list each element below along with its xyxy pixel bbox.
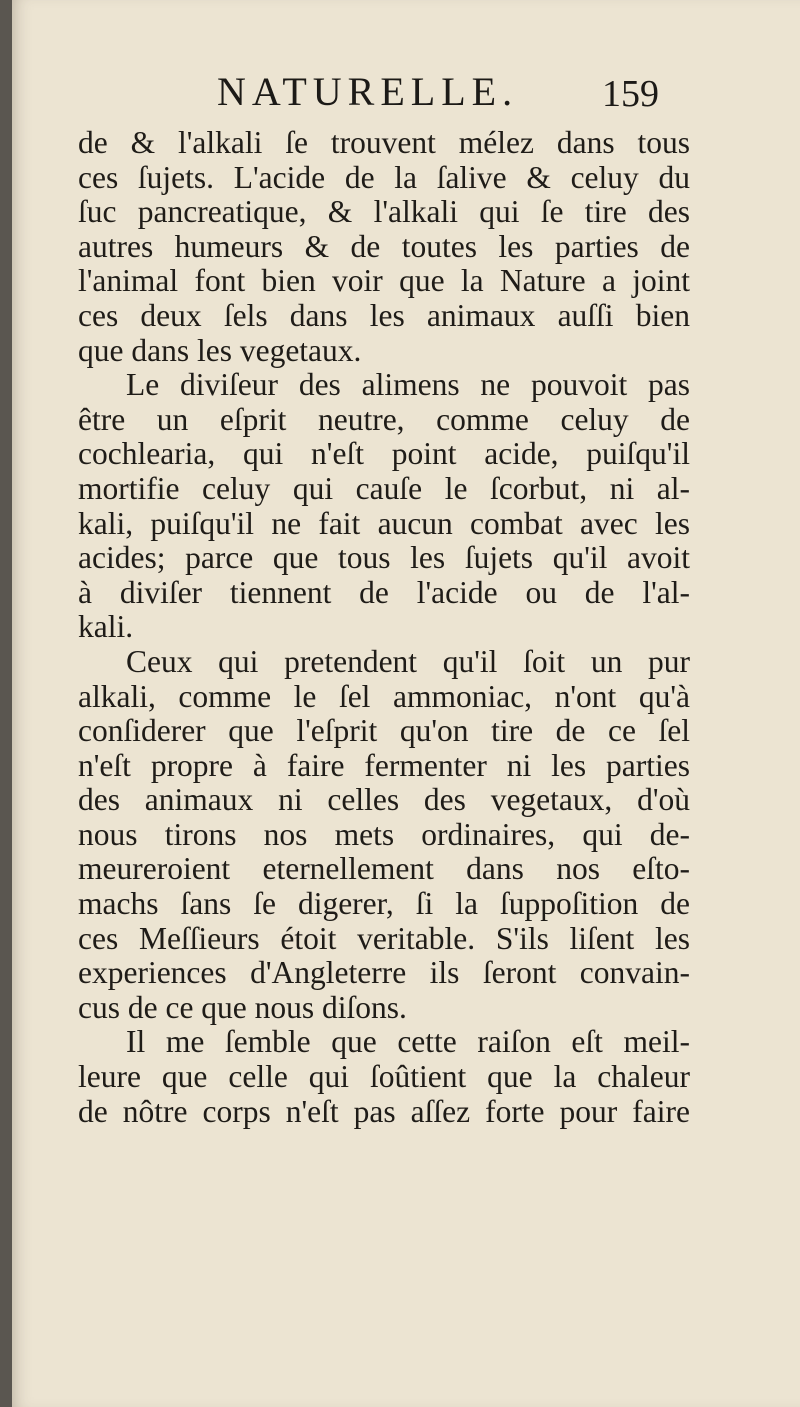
text-line: acides; parce que tous les ſujets qu'il avoit — [78, 540, 690, 576]
text-line: ces ſujets. L'acide de la ſalive & celuy du — [78, 159, 690, 195]
paragraph-4 — [78, 1025, 690, 1129]
text-line: que dans les vegetaux. — [78, 332, 362, 368]
text-line: meureroient eternellement dans nos eſto- — [78, 851, 690, 887]
page-header — [12, 68, 800, 128]
text-line: kali. — [78, 609, 134, 645]
text-line: à diviſer tiennent de l'acide ou de l'al- — [78, 574, 690, 610]
text-line: leure que celle qui ſoûtient que la chaleur — [78, 1059, 690, 1095]
text-line: être un eſprit neutre, comme celuy de — [78, 401, 690, 437]
page-edge-shadow — [0, 0, 12, 1407]
text-line: n'eſt propre à faire fermenter ni les parties — [78, 747, 690, 783]
body-text — [78, 126, 690, 1129]
text-line: autres humeurs & de toutes les parties de — [78, 228, 690, 264]
book-page — [12, 0, 800, 1407]
text-line: machs ſans ſe digerer, ſi la ſuppoſition de — [78, 886, 690, 922]
text-line: cus de ce que nous diſons. — [78, 989, 407, 1025]
text-line: ces deux ſels dans les animaux auſſi bien — [78, 297, 690, 333]
text-line: cochlearia, qui n'eſt point acide, puiſqu'il — [78, 436, 690, 472]
text-line: alkali, comme le ſel ammoniac, n'ont qu'à — [78, 678, 690, 714]
text-line: Le diviſeur des alimens ne pouvoit pas — [126, 367, 690, 403]
text-line: de & l'alkali ſe trouvent mélez dans tous — [78, 125, 690, 160]
text-line: mortifie celuy qui cauſe le ſcorbut, ni al- — [78, 470, 690, 506]
text-line: Ceux qui pretendent qu'il ſoit un pur — [126, 643, 690, 679]
text-line: kali, puiſqu'il ne fait aucun combat avec les — [78, 505, 690, 541]
text-line: des animaux ni celles des vegetaux, d'où — [78, 782, 690, 818]
text-line: de nôtre corps n'eſt pas aſſez forte pour faire — [78, 1093, 690, 1129]
page-number: 159 — [602, 73, 659, 115]
text-line: l'animal font bien voir que la Nature a joint — [78, 263, 690, 299]
paragraph-3 — [78, 645, 690, 1026]
text-line: experiences d'Angleterre ils ſeront convain- — [78, 955, 690, 991]
text-line: conſiderer que l'eſprit qu'on tire de ce ſel — [78, 713, 690, 749]
paragraph-1 — [78, 126, 690, 368]
text-line: ces Meſſieurs étoit veritable. S'ils liſent les — [78, 920, 690, 956]
text-line: ſuc pancreatique, & l'alkali qui ſe tire des — [78, 194, 690, 230]
text-line: Il me ſemble que cette raiſon eſt meil- — [126, 1024, 690, 1060]
text-line: nous tirons nos mets ordinaires, qui de- — [78, 816, 690, 852]
paragraph-2 — [78, 368, 690, 645]
running-title: NATURELLE. — [217, 69, 519, 114]
